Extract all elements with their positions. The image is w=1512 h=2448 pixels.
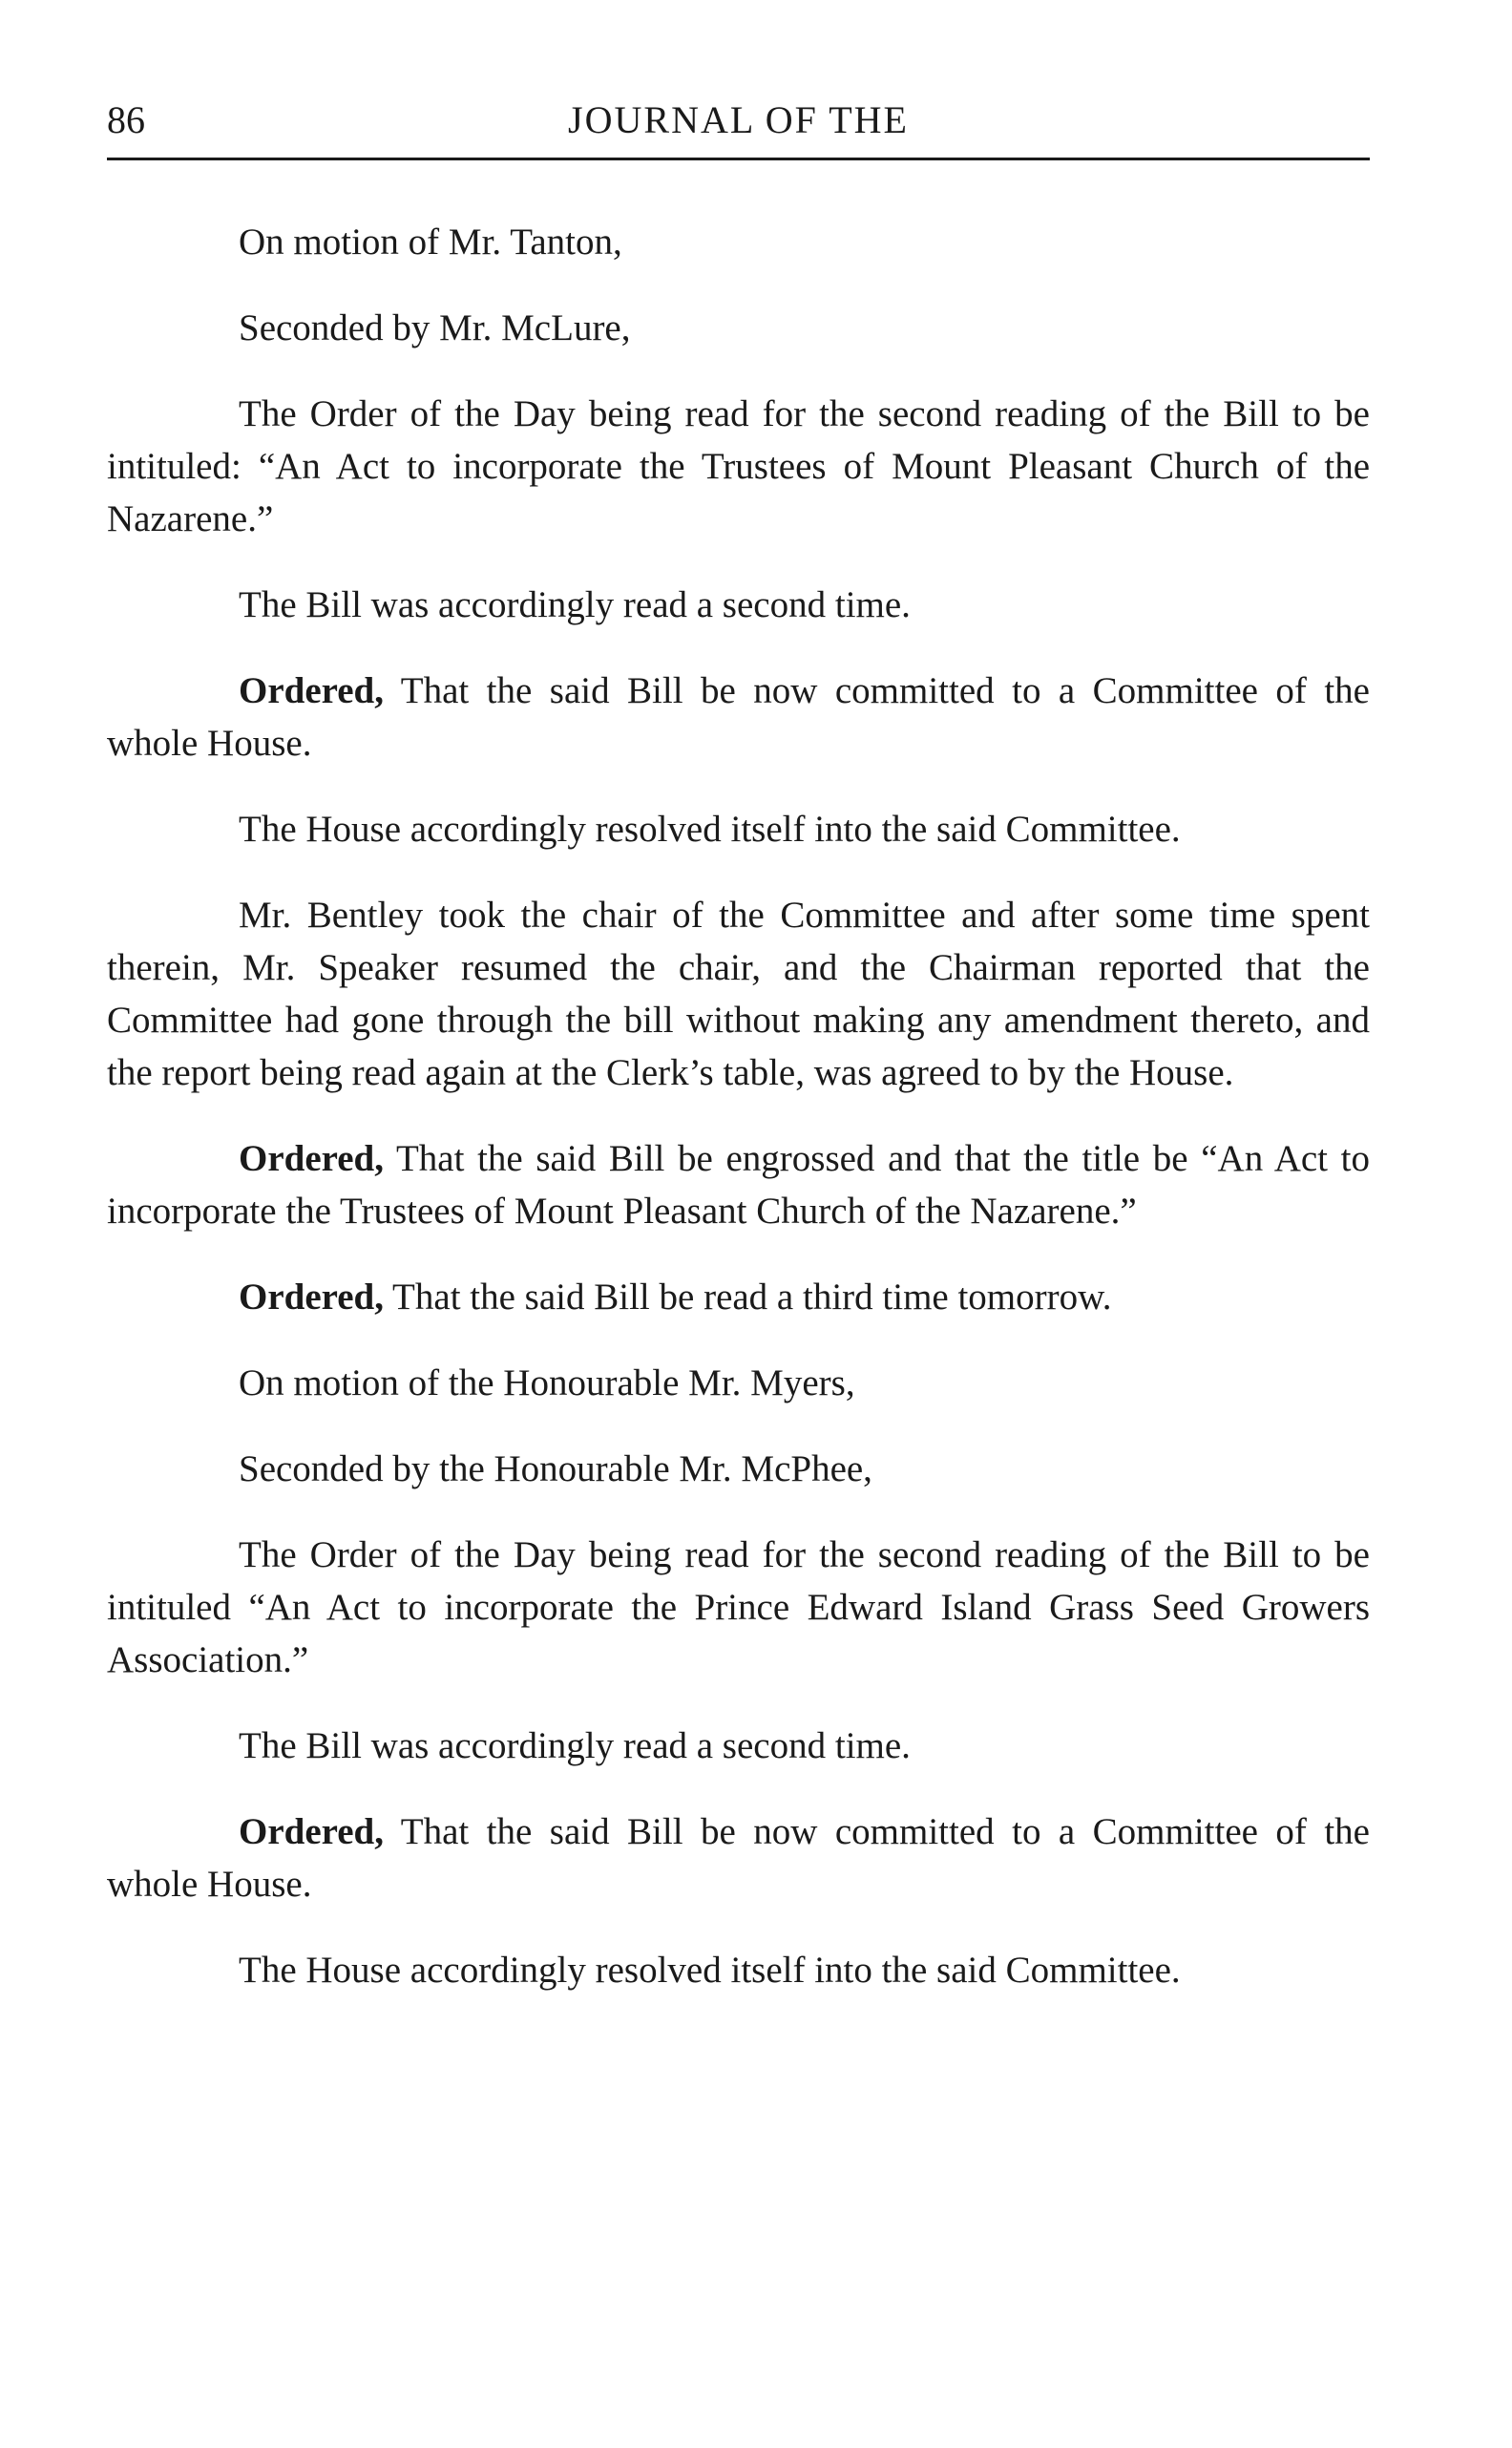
paragraph-text: The House accordingly resolved itself into the said Committee. — [239, 809, 1181, 850]
paragraph-order-of-day — [107, 388, 1370, 545]
paragraph-lead: Ordered, — [239, 1138, 385, 1179]
paragraph-motion-mover — [107, 216, 1370, 268]
paragraph-text: Seconded by the Honourable Mr. McPhee, — [239, 1448, 872, 1489]
paragraph-text: Mr. Bentley took the chair of the Committee and after some time spent therein, Mr. Speaker resumed the chair, and the Chairman reported that the Committee had gone through the bill without making any amendment thereto, and the report being read again at the Clerk’s table, was agreed to by the House. — [107, 895, 1370, 1093]
page-header — [107, 92, 1370, 149]
paragraph-motion-seconder — [107, 302, 1370, 354]
paragraph-second-reading — [107, 1720, 1370, 1772]
paragraph-text: The Order of the Day being read for the second reading of the Bill to be intituled: “An Act to incorporate the Trustees of Mount Pleasant Church of the Nazarene.” — [107, 393, 1370, 539]
paragraph-text: The House accordingly resolved itself into the said Committee. — [239, 1950, 1181, 1991]
page-number: 86 — [107, 98, 145, 141]
paragraph-text: The Bill was accordingly read a second time. — [239, 1725, 911, 1766]
paragraph-lead: Ordered, — [239, 1811, 385, 1852]
paragraph-text: That the said Bill be read a third time tomorrow. — [384, 1277, 1112, 1318]
paragraph-text: The Bill was accordingly read a second time. — [239, 584, 911, 625]
running-head: JOURNAL OF THE — [568, 98, 909, 141]
paragraph-resolved-committee — [107, 1944, 1370, 1996]
paragraph-order-of-day — [107, 1529, 1370, 1686]
paragraph-ordered-third-reading — [107, 1271, 1370, 1323]
paragraph-motion-seconder — [107, 1443, 1370, 1495]
paragraph-text: Seconded by Mr. McLure, — [239, 307, 631, 348]
paragraph-text: On motion of the Honourable Mr. Myers, — [239, 1362, 855, 1403]
paragraph-lead: Ordered, — [239, 1277, 385, 1318]
paragraph-text: On motion of Mr. Tanton, — [239, 222, 622, 263]
journal-body — [107, 216, 1370, 2030]
header-rule — [107, 158, 1370, 160]
paragraph-text: The Order of the Day being read for the second reading of the Bill to be intituled “An Act to incorporate the Prince Edward Island Grass Seed Growers Association.” — [107, 1534, 1370, 1680]
paragraph-ordered-committed — [107, 665, 1370, 770]
paragraph-resolved-committee — [107, 803, 1370, 855]
paragraph-motion-mover — [107, 1357, 1370, 1409]
paragraph-lead: Ordered, — [239, 670, 385, 711]
paragraph-text: That the said Bill be engrossed and that the title be “An Act to incorporate the Trustees of Mount Pleasant Church of the Nazarene.” — [107, 1138, 1370, 1232]
paragraph-ordered-engrossed — [107, 1132, 1370, 1237]
paragraph-second-reading — [107, 579, 1370, 631]
paragraph-ordered-committed — [107, 1805, 1370, 1910]
paragraph-committee-report — [107, 889, 1370, 1099]
paragraph-text: That the said Bill be now committed to a Committee of the whole House. — [107, 1811, 1370, 1905]
paragraph-text: That the said Bill be now committed to a Committee of the whole House. — [107, 670, 1370, 764]
